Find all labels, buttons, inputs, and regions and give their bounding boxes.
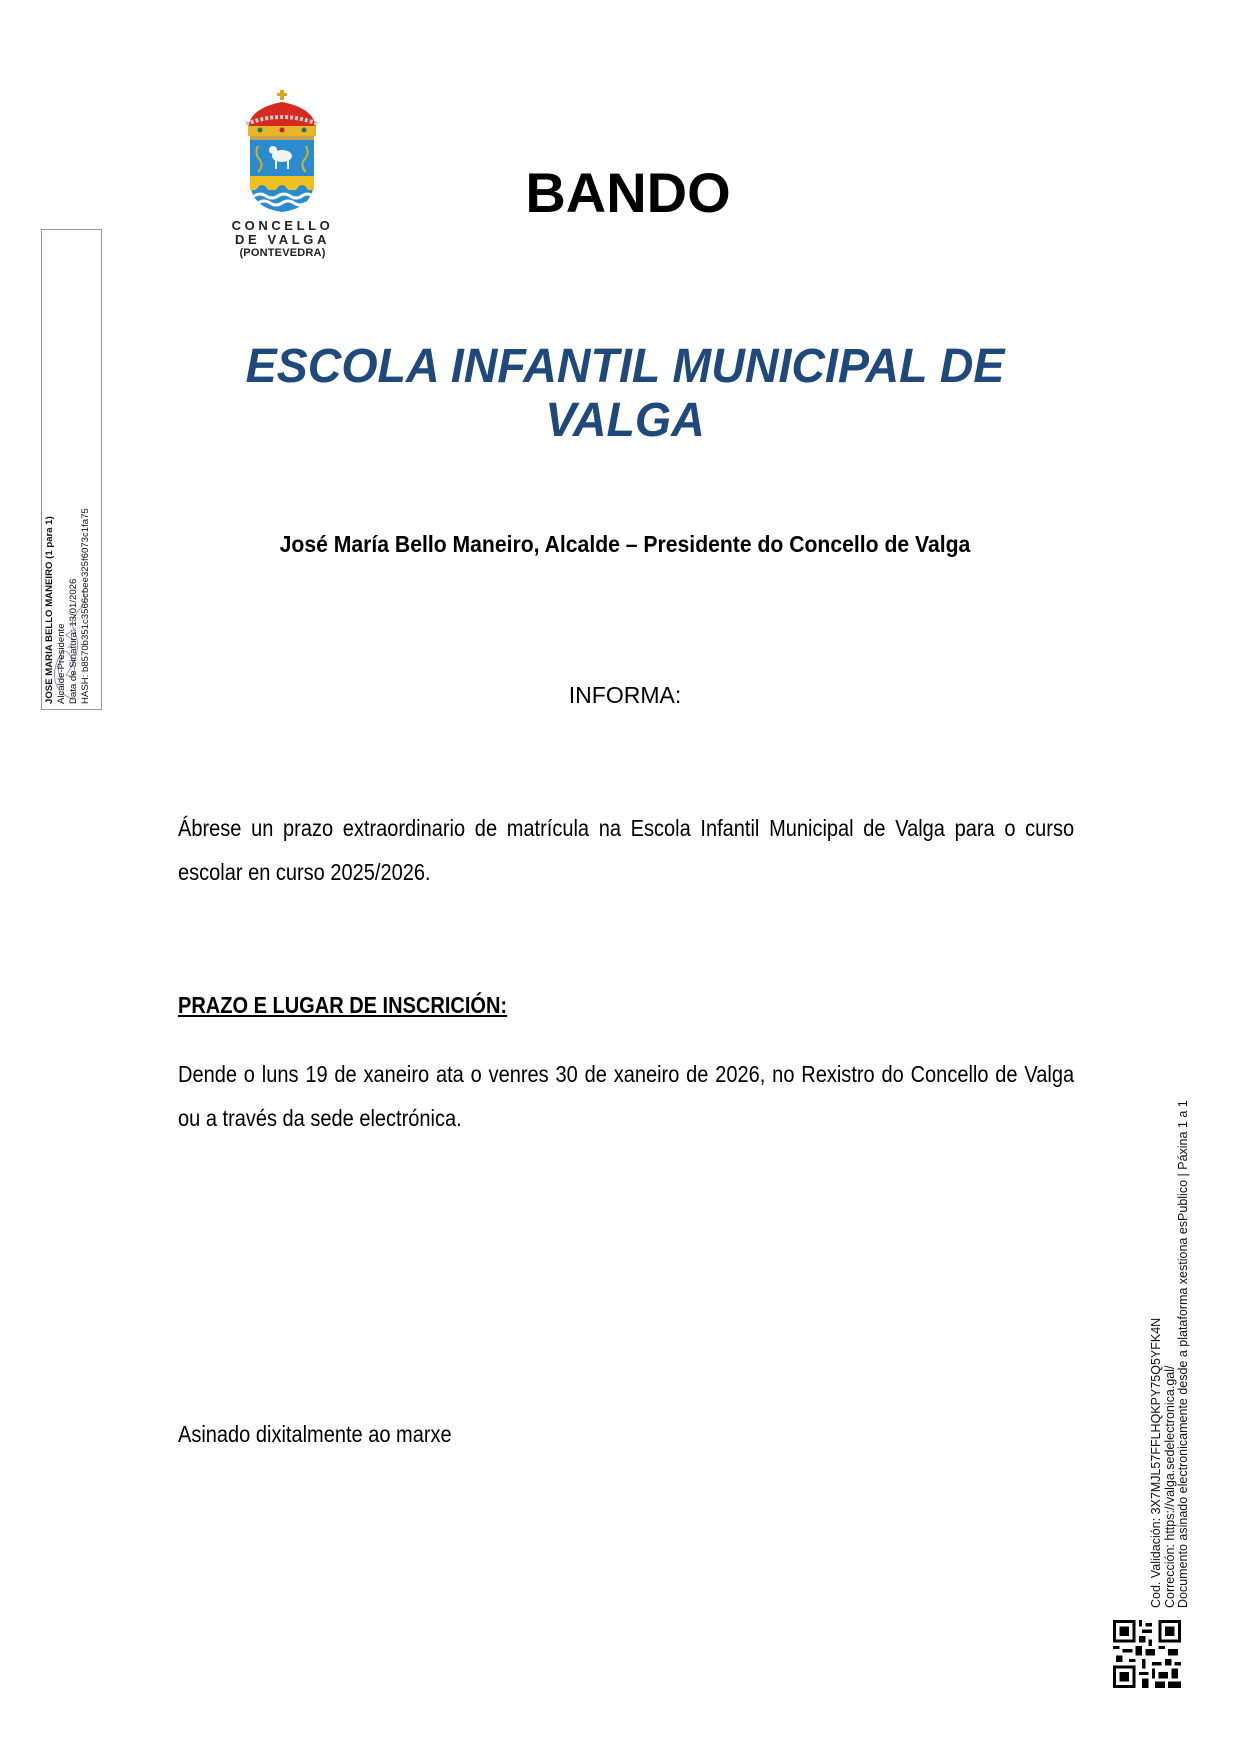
deadline-paragraph: Dende o luns 19 de xaneiro ata o venres 30 de xaneiro de 2026, no Rexistro do Concello de Valga ou a través da sede electrónica.	[178, 1061, 1075, 1131]
title-line-1: ESCOLA INFANTIL MUNICIPAL DE	[245, 340, 1005, 393]
crest-caption-line-2: DE VALGA	[234, 232, 330, 247]
document-type-label: BANDO	[525, 161, 731, 224]
signer-role: Alcalde-Presidente	[56, 623, 67, 704]
signature-stamp-text	[44, 244, 100, 704]
section-heading: PRAZO E LUGAR DE INSCRICIÓN:	[178, 992, 508, 1018]
signed-note: Asinado dixitalmente ao marxe	[178, 1421, 452, 1447]
issuer-line: José María Bello Maneiro, Alcalde – Presidente do Concello de Valga	[279, 531, 971, 557]
signature-date: Data de Sinatura: 13/01/2026	[68, 578, 79, 704]
crest-caption-line-1: CONCELLO	[231, 218, 334, 233]
page-title	[193, 340, 1056, 448]
signature-hash: HASH: b8570b351c3566cbee325f6073c1fa75	[80, 508, 91, 704]
qr-code-icon[interactable]	[1113, 1620, 1181, 1688]
validation-strip	[1150, 1088, 1210, 1608]
signer-name: JOSE MARIA BELLO MANEIRO (1 para 1)	[44, 516, 55, 704]
crest-caption-line-3: (PONTEVEDRA)	[239, 247, 326, 259]
platform-footer: Documento asinado electronicamente desde a plataforma xestiona esPublico | Páxina 1 a 1	[1176, 1100, 1190, 1608]
validation-code: Cod. Validación: 3X7MJL57FFLHQKPY75Q5YFK4N	[1149, 1317, 1163, 1608]
title-line-2: VALGA	[545, 394, 705, 447]
informa-label: INFORMA:	[568, 682, 682, 708]
verification-url[interactable]: Corrección: https://valga.sedelectronica.gal/	[1162, 1365, 1177, 1608]
document-type-heading	[0, 160, 1241, 225]
intro-paragraph: Ábrese un prazo extraordinario de matrícula na Escola Infantil Municipal de Valga para o curso escolar en curso 2025/2026.	[178, 815, 1075, 885]
